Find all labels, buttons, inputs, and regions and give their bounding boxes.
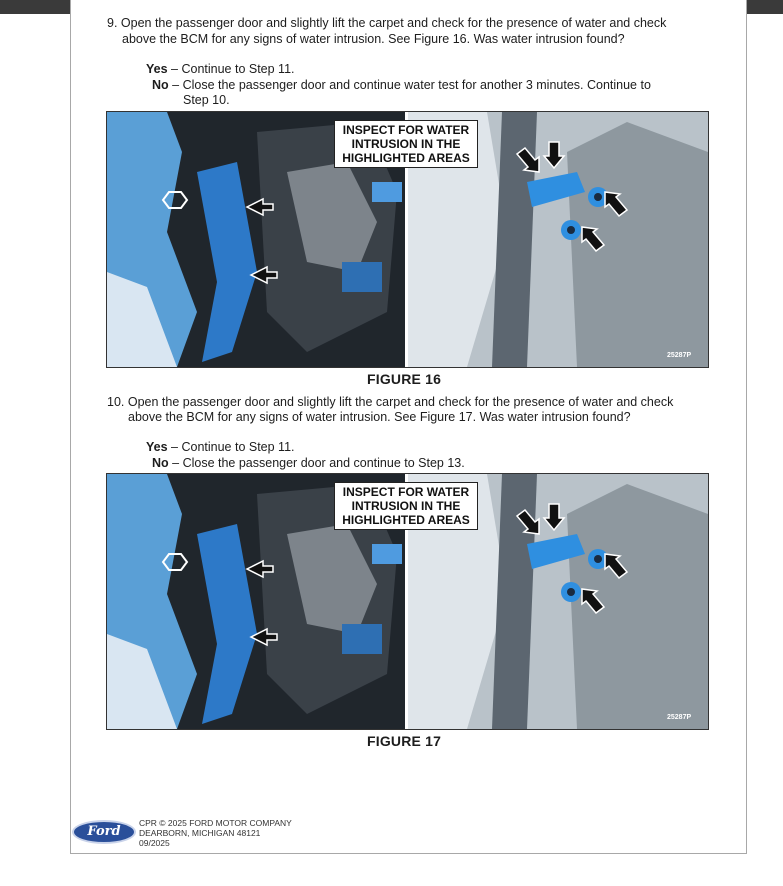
figure-17-caption: FIGURE 17: [367, 733, 442, 749]
figure-17-callout: [334, 482, 478, 530]
footer-date: 09/2025: [139, 838, 170, 848]
footer-address: DEARBORN, MICHIGAN 48121: [139, 828, 261, 838]
callout-line: INTRUSION IN THE: [351, 499, 461, 513]
step-9-no: [152, 78, 651, 93]
figure-17-code: 25287P: [667, 714, 692, 721]
callout-line: HIGHLIGHTED AREAS: [342, 513, 470, 527]
step-10-yes: [146, 440, 295, 455]
yes-text: – Continue to Step 11.: [167, 440, 295, 454]
step-10-no: [152, 456, 465, 471]
no-text: – Close the passenger door and continue water test for another 3 minutes. Continue to: [168, 78, 651, 92]
ford-logo: Ford: [72, 820, 136, 844]
step-10-line-2: above the BCM for any signs of water intrusion. See Figure 17. Was water intrusion found?: [128, 410, 631, 424]
yes-label: Yes: [146, 440, 168, 454]
step-9-no-continued: Step 10.: [183, 93, 230, 107]
step-9-line-2: above the BCM for any signs of water intrusion. See Figure 16. Was water intrusion found?: [122, 32, 625, 46]
yes-text: – Continue to Step 11.: [167, 62, 295, 76]
callout-line: INTRUSION IN THE: [351, 137, 461, 151]
step-10-line-1: 10. Open the passenger door and slightly lift the carpet and check for the presence of water and check: [107, 395, 674, 409]
no-label: No: [152, 78, 169, 92]
figure-16-caption: FIGURE 16: [367, 371, 442, 387]
callout-line: HIGHLIGHTED AREAS: [342, 151, 470, 165]
figure-16-code: 25287P: [667, 352, 692, 359]
callout-line: INSPECT FOR WATER: [342, 485, 470, 499]
step-9-yes: [146, 62, 295, 77]
no-label: No: [152, 456, 169, 470]
footer-copyright: CPR © 2025 FORD MOTOR COMPANY: [139, 818, 292, 828]
yes-label: Yes: [146, 62, 168, 76]
figure-16-callout: [334, 120, 478, 168]
step-9-line-1: 9. Open the passenger door and slightly lift the carpet and check for the presence of water and check: [107, 16, 667, 30]
no-text: – Close the passenger door and continue to Step 13.: [168, 456, 465, 470]
callout-line: INSPECT FOR WATER: [342, 123, 470, 137]
